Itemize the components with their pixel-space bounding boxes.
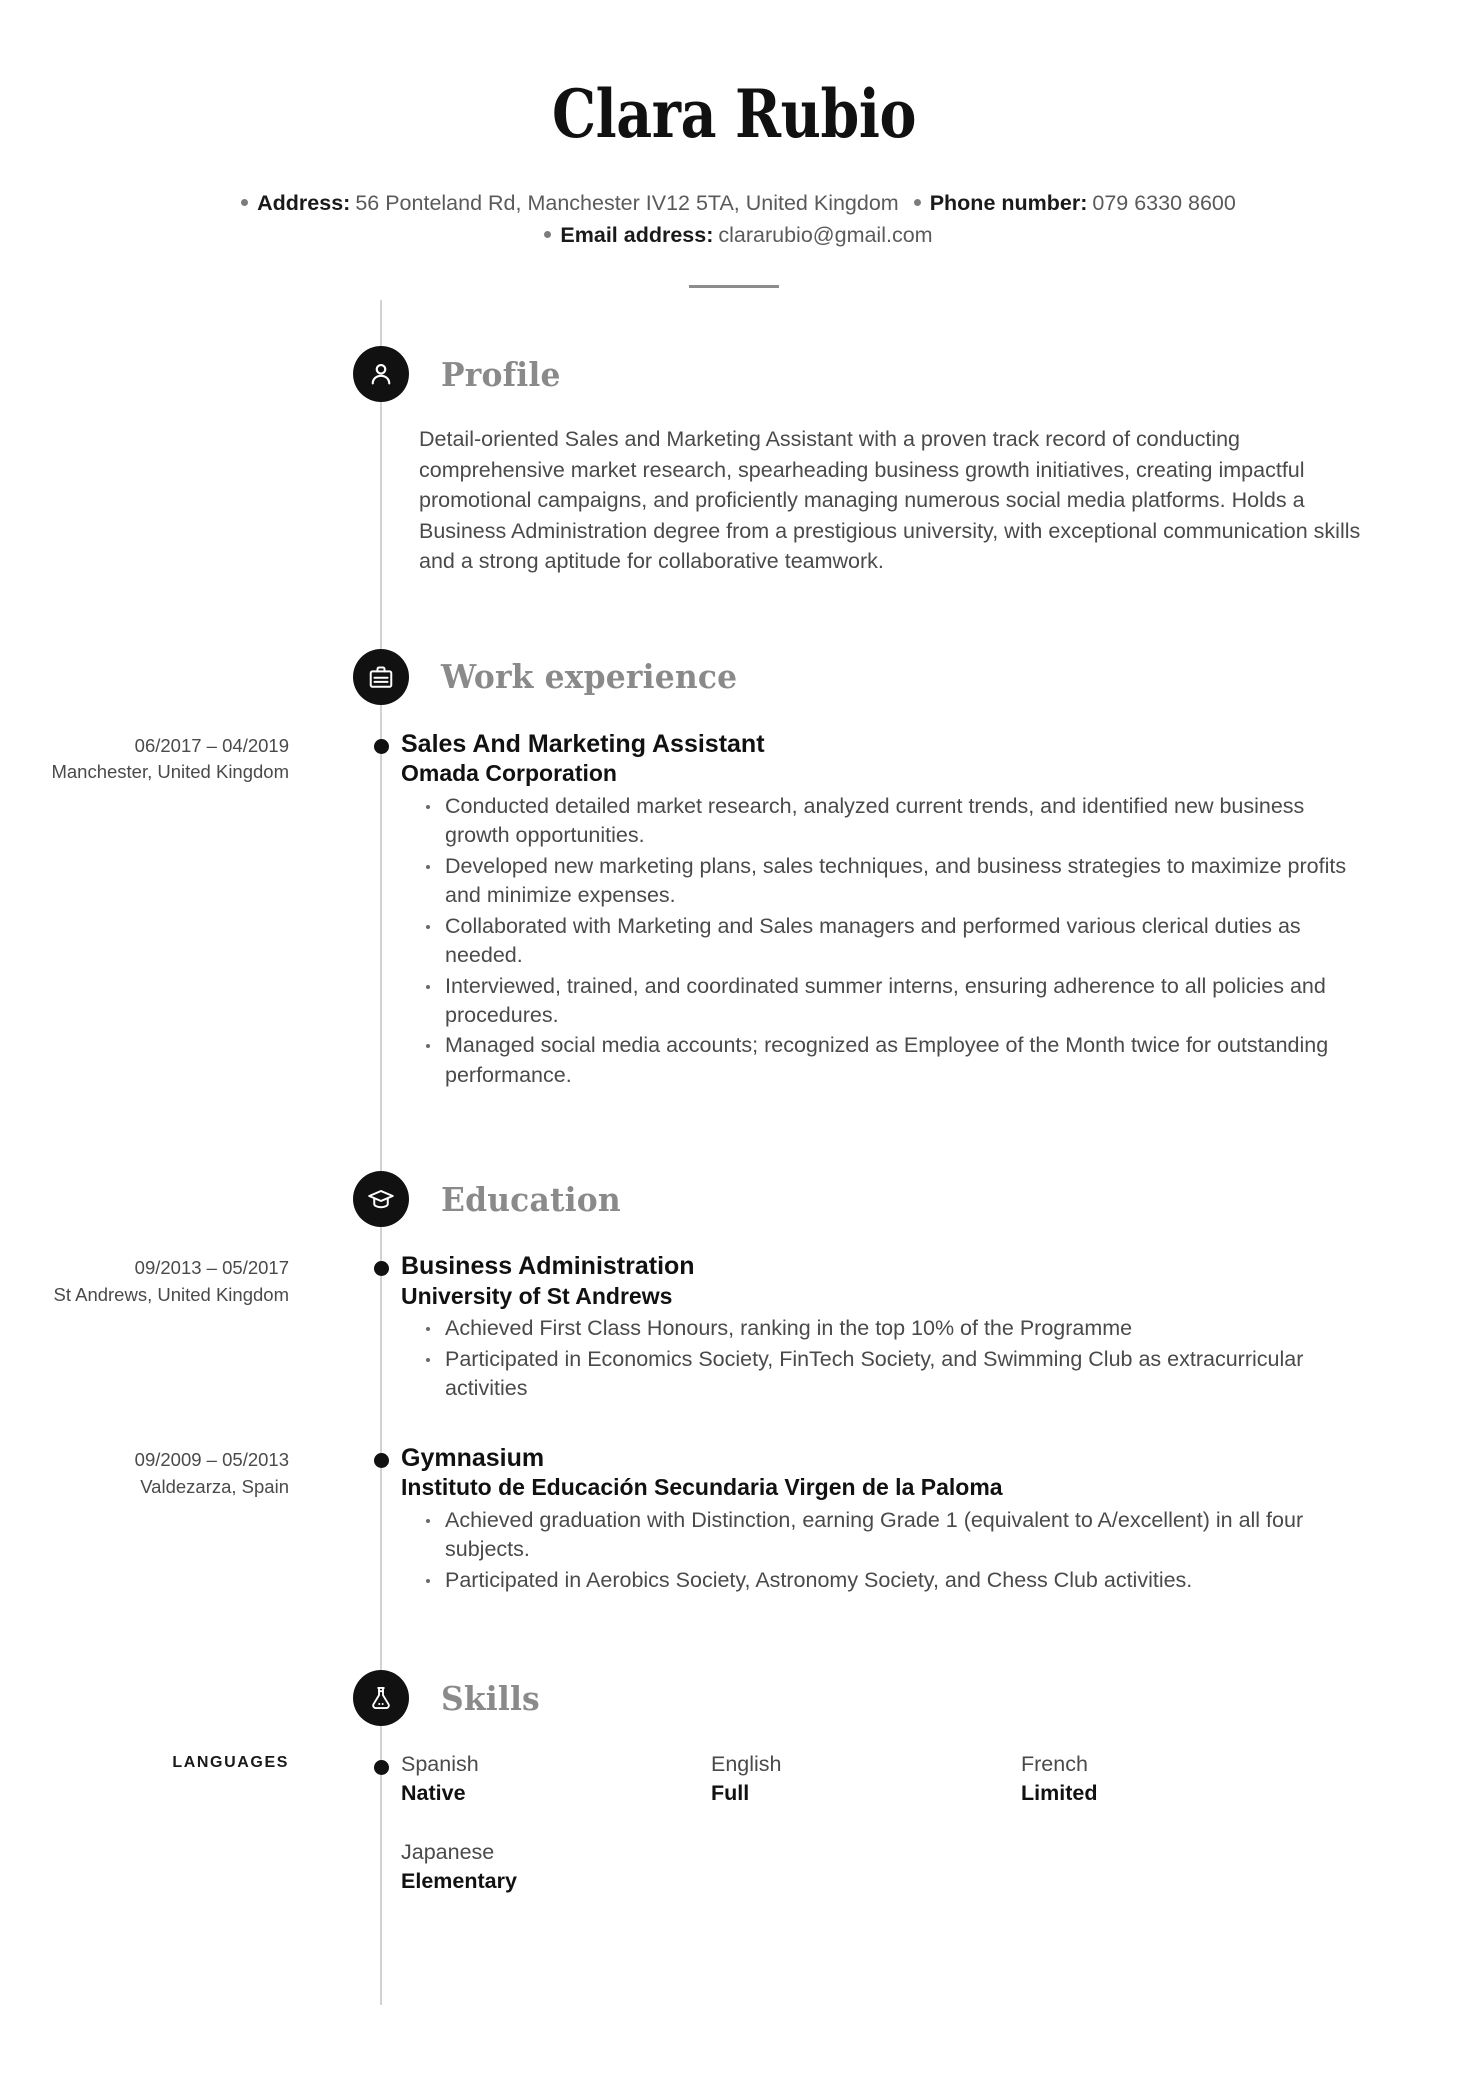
education-entry-dates: 09/2013 – 05/2017	[134, 1257, 289, 1279]
resume-header	[0, 0, 1468, 288]
education-entry-bullets	[401, 1506, 1373, 1595]
education-entry-title: Gymnasium	[401, 1443, 545, 1472]
list-item: Achieved graduation with Distinction, earning Grade 1 (equivalent to A/excellent) in all four subjects.	[423, 1506, 1373, 1565]
list-item: Developed new marketing plans, sales techniques, and business strategies to maximize profits and minimize expenses.	[423, 852, 1373, 911]
education-entry-details	[335, 1251, 1468, 1405]
list-item: Interviewed, trained, and coordinated summer interns, ensuring adherence to all policies and procedures.	[423, 972, 1373, 1031]
contact-phone	[905, 191, 1236, 215]
contact-email[interactable]	[535, 223, 932, 247]
language-name: French	[1021, 1752, 1088, 1777]
section-title-education: Education	[441, 1179, 621, 1219]
section-header-profile	[353, 346, 1468, 402]
language-level: Full	[711, 1781, 750, 1806]
work-entry-organization: Omada Corporation	[401, 759, 617, 786]
section-header-skills	[353, 1670, 1468, 1726]
work-entry-meta	[0, 729, 335, 787]
education-entry-dates: 09/2009 – 05/2013	[134, 1448, 289, 1470]
education-entry-location: Valdezarza, Spain	[140, 1475, 289, 1497]
work-entry-dates: 06/2017 – 04/2019	[134, 734, 289, 756]
section-skills	[0, 1670, 1468, 1926]
contact-line-1	[0, 187, 1468, 219]
contact-email-value: clararubio@gmail.com	[718, 222, 933, 247]
flask-icon	[353, 1670, 409, 1726]
language-item	[711, 1750, 1021, 1808]
section-title-profile: Profile	[441, 354, 561, 394]
list-item: Collaborated with Marketing and Sales managers and performed various clerical duties as needed.	[423, 912, 1373, 971]
education-entry-details	[335, 1443, 1468, 1597]
contact-email-label: Email address:	[560, 222, 714, 247]
bullet-dot-icon	[241, 199, 248, 206]
briefcase-icon	[353, 649, 409, 705]
education-entry-meta	[0, 1251, 335, 1309]
page-title: Clara Rubio	[551, 75, 917, 153]
contact-phone-label: Phone number:	[929, 190, 1088, 215]
language-name: Spanish	[401, 1752, 479, 1777]
person-icon	[353, 346, 409, 402]
education-entry-title: Business Administration	[401, 1252, 695, 1281]
languages-grid	[335, 1750, 1468, 1926]
bullet-dot-icon	[544, 231, 551, 238]
skills-group-label: LANGUAGES	[172, 1754, 289, 1772]
contact-line-2	[0, 219, 1468, 251]
work-entry-location: Manchester, United Kingdom	[51, 761, 289, 783]
bullet-dot-icon	[914, 199, 921, 206]
list-item: Participated in Economics Society, FinTech Society, and Swimming Club as extracurricular activities	[423, 1345, 1373, 1404]
list-item: Achieved First Class Honours, ranking in the top 10% of the Programme	[423, 1314, 1373, 1343]
profile-summary-text: Detail-oriented Sales and Marketing Assistant with a proven track record of conducting comprehensive market research, spearheading business growth initiatives, creating impactful promotional campaigns, and proficiently managing numerous social media platforms. Holds a Business Administration degree from a prestigious university, with exceptional communication skills and a strong aptitude for collaborative teamwork.	[419, 427, 1361, 574]
language-level: Limited	[1021, 1781, 1098, 1806]
education-entry-bullets	[401, 1314, 1373, 1403]
section-work-experience	[0, 649, 1468, 1092]
list-item: Managed social media accounts; recognized as Employee of the Month twice for outstanding performance.	[423, 1031, 1373, 1090]
education-entry-organization: Instituto de Educación Secundaria Virgen de la Paloma	[401, 1474, 1003, 1501]
work-entry-bullets	[401, 792, 1373, 1091]
work-entry	[0, 729, 1468, 1092]
education-entry-meta	[0, 1443, 335, 1501]
education-entry-organization: University of St Andrews	[401, 1282, 673, 1309]
education-entry-location: St Andrews, United Kingdom	[53, 1284, 289, 1306]
language-level: Elementary	[401, 1869, 517, 1894]
contact-phone-value: 079 6330 8600	[1092, 190, 1236, 215]
section-profile	[0, 346, 1468, 577]
contact-address-label: Address:	[257, 190, 351, 215]
language-item	[401, 1750, 711, 1808]
graduation-cap-icon	[353, 1171, 409, 1227]
section-education	[0, 1171, 1468, 1596]
list-item: Participated in Aerobics Society, Astronomy Society, and Chess Club activities.	[423, 1566, 1373, 1595]
contact-address	[232, 191, 905, 215]
timeline-dot	[374, 1453, 389, 1468]
work-entry-title: Sales And Marketing Assistant	[401, 729, 765, 758]
language-name: English	[711, 1752, 782, 1777]
list-item: Conducted detailed market research, analyzed current trends, and identified new business growth opportunities.	[423, 792, 1373, 851]
skills-languages-row	[0, 1750, 1468, 1926]
education-entry	[0, 1251, 1468, 1405]
section-title-work-experience: Work experience	[441, 657, 738, 697]
language-item	[401, 1838, 711, 1896]
section-header-work-experience	[353, 649, 1468, 705]
timeline-dot	[374, 739, 389, 754]
contact-info	[0, 187, 1468, 252]
education-entry	[0, 1443, 1468, 1597]
work-entry-details	[335, 729, 1468, 1092]
language-name: Japanese	[401, 1840, 495, 1865]
language-item	[1021, 1750, 1331, 1808]
section-header-education	[353, 1171, 1468, 1227]
contact-address-value: 56 Ponteland Rd, Manchester IV12 5TA, United Kingdom	[355, 190, 899, 215]
language-level: Native	[401, 1781, 466, 1806]
section-title-skills: Skills	[441, 1678, 540, 1718]
header-divider	[689, 285, 779, 288]
